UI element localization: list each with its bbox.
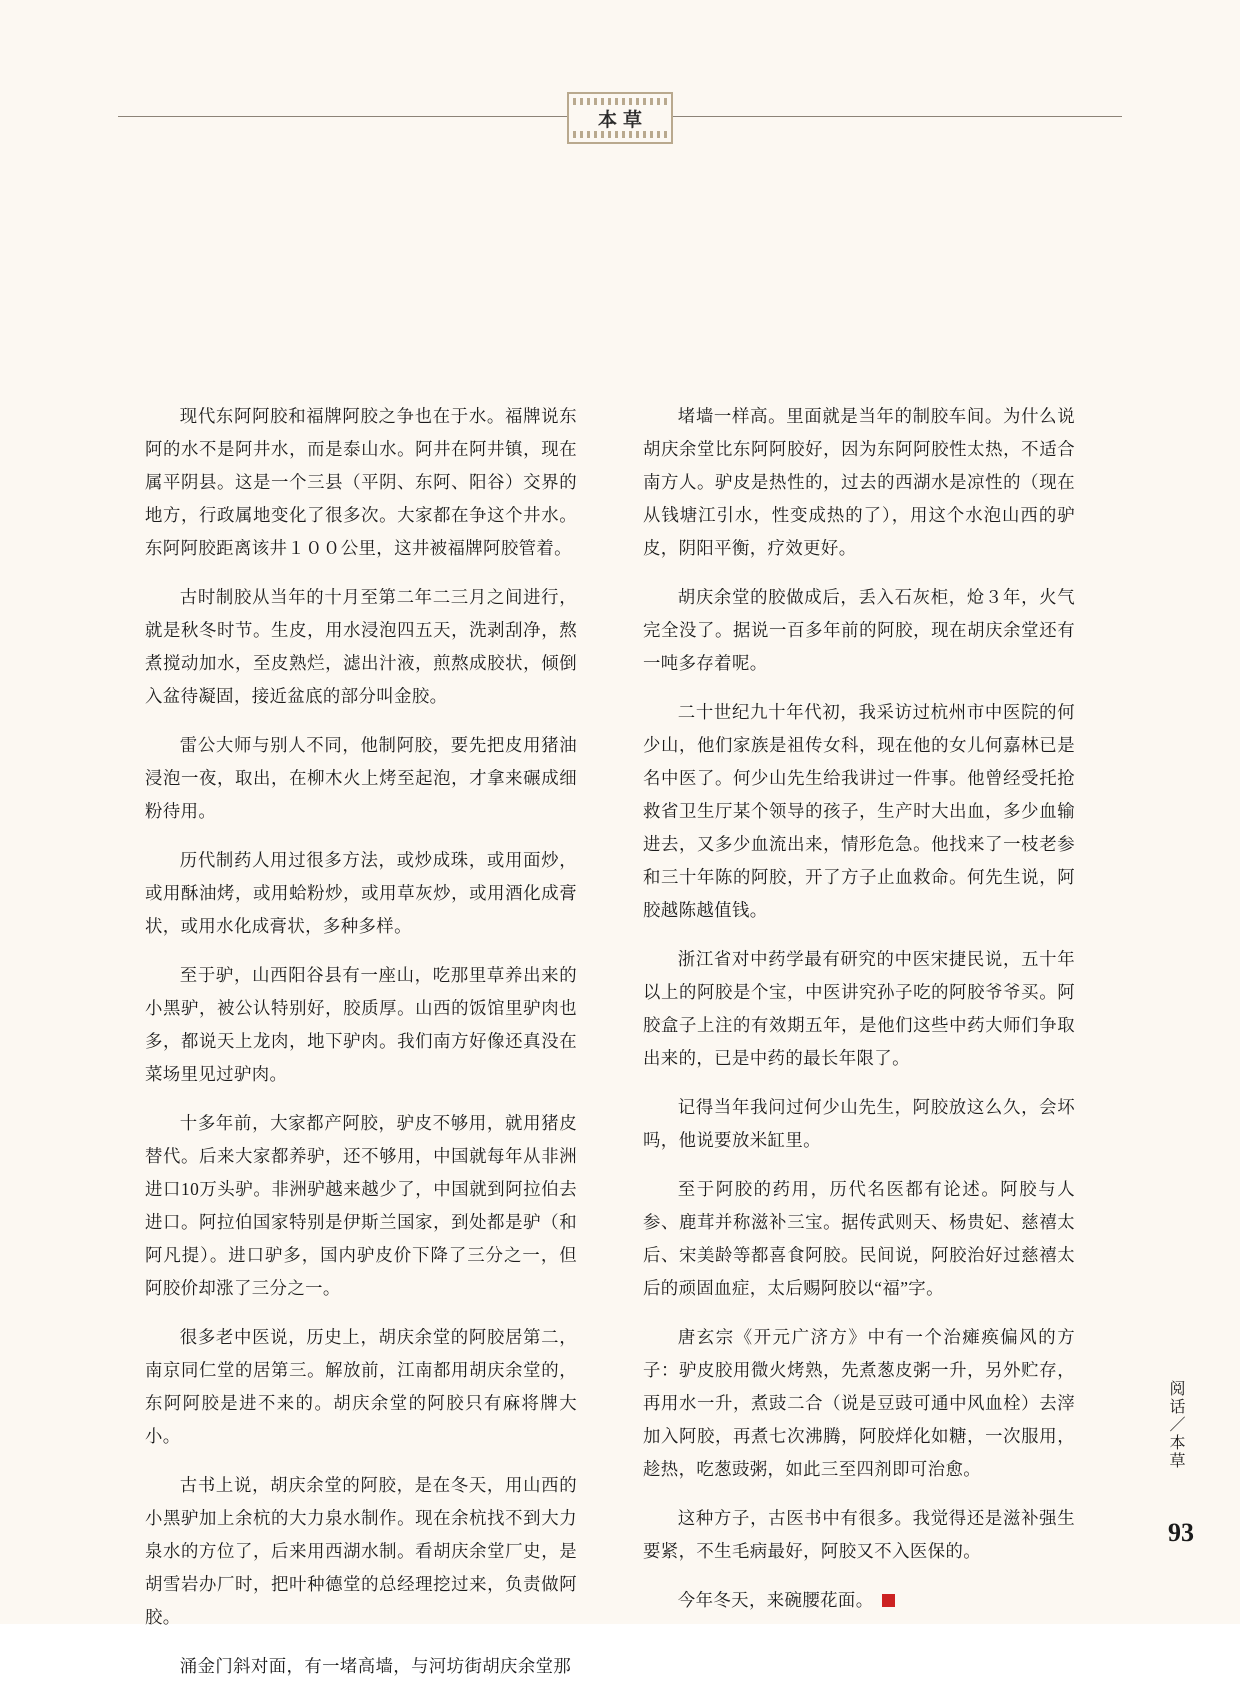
paragraph: 浙江省对中药学最有研究的中医宋捷民说，五十年以上的阿胶是个宝，中医讲究孙子吃的阿胶爷爷买。阿胶盒子上注的有效期五年，是他们这些中药大师们争取出来的，已是中药的最长年限了。 [643,949,1075,1068]
paragraph: 这种方子，古医书中有很多。我觉得还是滋补强生要紧，不生毛病最好，阿胶又不入医保的。 [643,1508,1075,1561]
paragraph-final-text: 今年冬天，来碗腰花面。 [677,1590,874,1610]
running-title: 阅话／本草 [1167,1380,1184,1470]
page-number: 93 [1168,1518,1194,1547]
paragraph: 堵墙一样高。里面就是当年的制胶车间。为什么说胡庆余堂比东阿阿胶好，因为东阿阿胶性太热，不适合南方人。驴皮是热性的，过去的西湖水是凉性的（现在从钱塘江引水，性变成热的了），用这个水泡山西的驴皮，阴阳平衡，疗效更好。 [643,406,1075,558]
header-badge [567,92,673,144]
paragraph: 雷公大师与别人不同，他制阿胶，要先把皮用猪油浸泡一夜，取出，在柳木火上烤至起泡，才拿来碾成细粉待用。 [145,735,577,821]
paragraph: 历代制药人用过很多方法，或炒成珠，或用面炒，或用酥油烤，或用蛤粉炒，或用草灰炒，或用酒化成膏状，或用水化成膏状，多种多样。 [145,850,577,936]
paragraph: 很多老中医说，历史上，胡庆余堂的阿胶居第二，南京同仁堂的居第三。解放前，江南都用胡庆余堂的，东阿阿胶是进不来的。胡庆余堂的阿胶只有麻将牌大小。 [145,1327,577,1446]
page-header [118,92,1122,150]
paragraph: 十多年前，大家都产阿胶，驴皮不够用，就用猪皮替代。后来大家都养驴，还不够用，中国就每年从非洲进口10万头驴。非洲驴越来越少了，中国就到阿拉伯去进口。阿拉伯国家特别是伊斯兰国家，到处都是驴（和阿凡提）。进口驴多，国内驴皮价下降了三分之一，但阿胶价却涨了三分之一。 [145,1113,577,1298]
paragraph: 涌金门斜对面，有一堵高墙，与河坊街胡庆余堂那 [179,1656,572,1676]
paragraph: 记得当年我问过何少山先生，阿胶放这么久，会坏吗，他说要放米缸里。 [643,1097,1075,1150]
paragraph: 胡庆余堂的胶做成后，丢入石灰柜，炝３年，火气完全没了。据说一百多年前的阿胶，现在胡庆余堂还有一吨多存着呢。 [643,587,1075,673]
column-left [145,400,577,1683]
article-body [145,400,1075,1683]
paragraph: 至于驴，山西阳谷县有一座山，吃那里草养出来的小黑驴，被公认特别好，胶质厚。山西的饭馆里驴肉也多，都说天上龙肉，地下驴肉。我们南方好像还真没在菜场里见过驴肉。 [145,965,577,1084]
paragraph: 唐玄宗《开元广济方》中有一个治瘫痪偏风的方子：驴皮胶用微火烤熟，先煮葱皮粥一升，另外贮存，再用水一升，煮豉二合（说是豆豉可通中风血栓）去滓加入阿胶，再煮七次沸腾，阿胶烊化如糖，一次服用，趁热，吃葱豉粥，如此三至四剂即可治愈。 [643,1327,1075,1479]
end-of-article-mark [882,1594,895,1607]
header-badge-label: 本草 [597,109,648,131]
paragraph: 至于阿胶的药用，历代名医都有论述。阿胶与人参、鹿茸并称滋补三宝。据传武则天、杨贵妃、慈禧太后、宋美龄等都喜食阿胶。民间说，阿胶治好过慈禧太后的顽固血症，太后赐阿胶以“福”字。 [643,1179,1075,1298]
column-right [643,400,1075,1683]
paragraph: 现代东阿阿胶和福牌阿胶之争也在于水。福牌说东阿的水不是阿井水，而是泰山水。阿井在阿井镇，现在属平阴县。这是一个三县（平阴、东阿、阳谷）交界的地方，行政属地变化了很多次。大家都在争这个井水。东阿阿胶距离该井１００公里，这井被福牌阿胶管着。 [145,406,577,558]
paragraph: 古时制胶从当年的十月至第二年二三月之间进行，就是秋冬时节。生皮，用水浸泡四五天，洗剥刮净，熬煮搅动加水，至皮熟烂，滤出汁液，煎熬成胶状，倾倒入盆待凝固，接近盆底的部分叫金胶。 [145,587,577,706]
paragraph: 二十世纪九十年代初，我采访过杭州市中医院的何少山，他们家族是祖传女科，现在他的女儿何嘉林已是名中医了。何少山先生给我讲过一件事。他曾经受托抢救省卫生厅某个领导的孩子，生产时大出血，多少血输进去，又多少血流出来，情形危急。他找来了一枝老参和三十年陈的阿胶，开了方子止血救命。何先生说，阿胶越陈越值钱。 [643,702,1075,920]
paragraph-final [643,1584,1075,1617]
paragraph: 古书上说，胡庆余堂的阿胶，是在冬天，用山西的小黑驴加上余杭的大力泉水制作。现在余杭找不到大力泉水的方位了，后来用西湖水制。看胡庆余堂厂史，是胡雪岩办厂时，把叶种德堂的总经理挖过来，负责做阿胶。 [145,1475,577,1627]
